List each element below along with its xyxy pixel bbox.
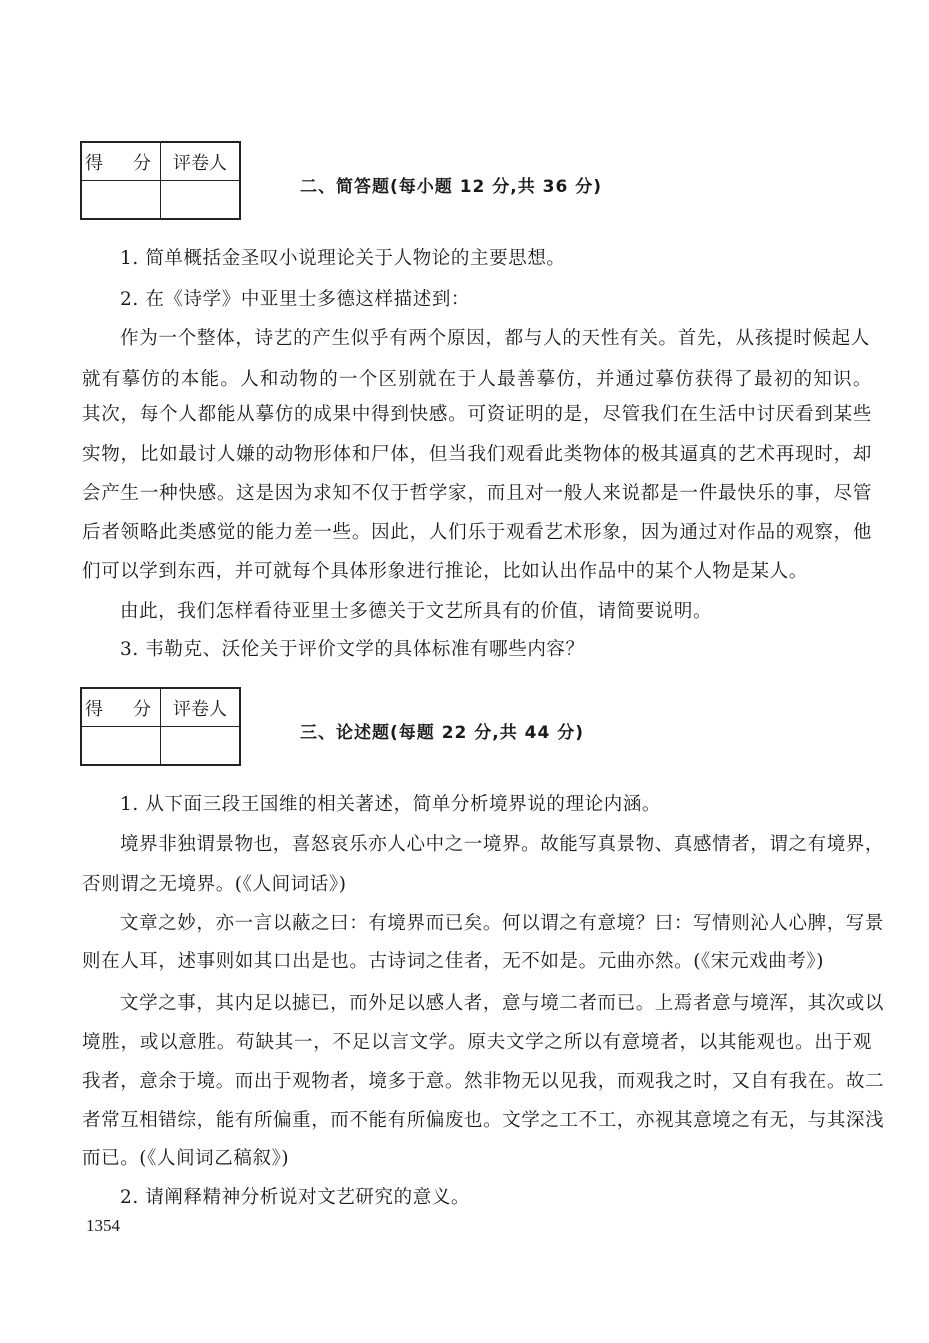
- s3-quote3-line: 境胜，或以意胜。苟缺其一，不足以言文学。原夫文学之所以有意境者，以其能观也。出于观: [82, 1032, 872, 1053]
- s3-quote1-line: 境界非独谓景物也，喜怒哀乐亦人心中之一境界。故能写真景物、真感情者，谓之有境界，: [120, 834, 885, 855]
- s2-passage-line: 们可以学到东西，并可就每个具体形象进行推论，比如认出作品中的某个人物是某人。: [82, 561, 808, 582]
- s2-passage-line: 后者领略此类感觉的能力差一些。因此，人们乐于观看艺术形象，因为通过对作品的观察，他: [82, 522, 872, 543]
- s2-passage-line: 会产生一种快感。这是因为求知不仅于哲学家，而且对一般人来说都是一件最快乐的事，尽管: [82, 483, 872, 504]
- s2-question-2-intro: 2. 在《诗学》中亚里士多德这样描述到：: [120, 289, 471, 310]
- section3-title: 三、论述题(每题 22 分,共 44 分): [300, 723, 584, 743]
- s2-question-1: 1. 简单概括金圣叹小说理论关于人物论的主要思想。: [120, 248, 566, 269]
- s2-passage-line: 作为一个整体，诗艺的产生似乎有两个原因，都与人的天性有关。首先，从孩提时候起人: [120, 328, 870, 349]
- s3-quote3-line: 而已。(《人间词乙稿叙》): [82, 1148, 290, 1169]
- grader-cell[interactable]: [161, 181, 241, 220]
- score-label: 得 分: [81, 142, 161, 181]
- section2-title: 二、简答题(每小题 12 分,共 36 分): [300, 177, 602, 197]
- s3-quote1-line: 否则谓之无境界。(《人间词话》): [82, 874, 347, 895]
- s2-passage-line: 其次，每个人都能从摹仿的成果中得到快感。可资证明的是，尽管我们在生活中讨厌看到某些: [82, 404, 872, 425]
- s2-passage-line: 就有摹仿的本能。人和动物的一个区别就在于人最善摹仿，并通过摹仿获得了最初的知识。: [82, 369, 872, 390]
- s2-question-2-prompt: 由此，我们怎样看待亚里士多德关于文艺所具有的价值，请简要说明。: [120, 601, 713, 622]
- score-cell[interactable]: [81, 181, 161, 220]
- s3-quote3-line: 者常互相错综，能有所偏重，而不能有所偏废也。文学之工不工，亦视其意境之有无，与其深浅: [82, 1110, 885, 1131]
- s2-question-3: 3. 韦勒克、沃伦关于评价文学的具体标准有哪些内容？: [120, 639, 585, 660]
- s3-quote3-line: 我者，意余于境。而出于观物者，境多于意。然非物无以见我，而观我之时，又自有我在。故二: [82, 1071, 885, 1092]
- s3-quote3-line: 文学之事，其内足以摅已，而外足以感人者，意与境二者而已。上焉者意与境浑，其次或以: [120, 993, 885, 1014]
- grader-cell[interactable]: [161, 727, 241, 766]
- s3-question-1: 1. 从下面三段王国维的相关著述，简单分析境界说的理论内涵。: [120, 794, 662, 815]
- s2-passage-line: 实物，比如最讨人嫌的动物形体和尸体，但当我们观看此类物体的极其逼真的艺术再现时，却: [82, 444, 872, 465]
- score-cell[interactable]: [81, 727, 161, 766]
- score-label: 得 分: [81, 688, 161, 727]
- page-number: 1354: [86, 1216, 120, 1235]
- grader-label: 评卷人: [161, 688, 241, 727]
- s3-question-2: 2. 请阐释精神分析说对文艺研究的意义。: [120, 1187, 471, 1208]
- score-box-section3: [80, 687, 241, 766]
- grader-label: 评卷人: [161, 142, 241, 181]
- score-box-section2: [80, 141, 241, 220]
- s3-quote2-line: 则在人耳，述事则如其口出是也。古诗词之佳者，无不如是。元曲亦然。(《宋元戏曲考》): [82, 951, 825, 972]
- s3-quote2-line: 文章之妙，亦一言以蔽之曰：有境界而已矣。何以谓之有意境？曰：写情则沁人心脾，写景: [120, 913, 885, 934]
